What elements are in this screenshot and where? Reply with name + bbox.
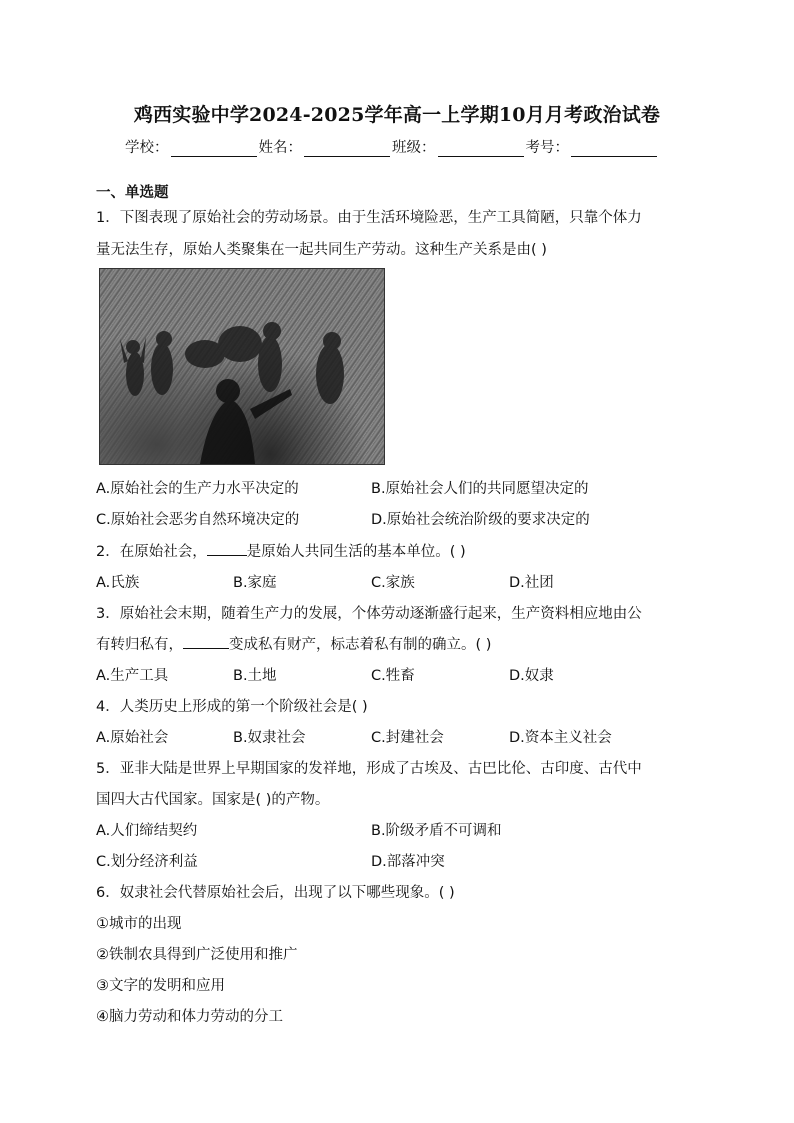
q1-option-b[interactable]: B.原始社会人们的共同愿望决定的 bbox=[371, 481, 589, 497]
exam-title: 鸡西实验中学2024-2025学年高一上学期10月月考政治试卷 bbox=[133, 104, 661, 126]
q4-option-c[interactable]: C.封建社会 bbox=[371, 730, 444, 746]
q6-item-2: ②铁制农具得到广泛使用和推广 bbox=[96, 947, 298, 963]
q4-option-b[interactable]: B.奴隶社会 bbox=[233, 730, 306, 746]
q4-option-d[interactable]: D.资本主义社会 bbox=[509, 730, 612, 746]
q6-item-3: ③文字的发明和应用 bbox=[96, 978, 225, 994]
q2-option-b[interactable]: B.家庭 bbox=[233, 575, 277, 591]
q5-option-a[interactable]: A.人们缔结契约 bbox=[96, 823, 198, 839]
q3-option-c[interactable]: C.牲畜 bbox=[371, 668, 415, 684]
q2-option-d[interactable]: D.社团 bbox=[509, 575, 554, 591]
q1-line2: 量无法生存，原始人类聚集在一起共同生产劳动。这种生产关系是由( ) bbox=[96, 242, 547, 258]
school-blank[interactable] bbox=[171, 141, 257, 157]
class-label: 班级： bbox=[392, 140, 436, 156]
q4-option-a[interactable]: A.原始社会 bbox=[96, 730, 169, 746]
q5-line1: 5．亚非大陆是世界上早期国家的发祥地，形成了古埃及、古巴比伦、古印度、古代中 bbox=[96, 761, 642, 777]
student-info-row bbox=[125, 136, 659, 157]
q2-option-a[interactable]: A.氏族 bbox=[96, 575, 140, 591]
name-label: 姓名： bbox=[258, 140, 302, 156]
q3-option-b[interactable]: B.土地 bbox=[233, 668, 277, 684]
q2-text-post: 是原始人共同生活的基本单位。( ) bbox=[246, 544, 466, 560]
q1-line1: 1．下图表现了原始社会的劳动场景。由于生活环境险恶，生产工具简陋，只靠个体力 bbox=[96, 210, 642, 226]
q2-answer-blank bbox=[207, 541, 247, 556]
q3-line2 bbox=[96, 633, 491, 654]
class-blank[interactable] bbox=[438, 141, 524, 157]
q3-option-d[interactable]: D.奴隶 bbox=[509, 668, 554, 684]
q3-line1: 3．原始社会末期，随着生产力的发展，个体劳动逐渐盛行起来，生产资料相应地由公 bbox=[96, 606, 642, 622]
q5-line2: 国四大古代国家。国家是( )的产物。 bbox=[96, 792, 330, 808]
q3-text-post: 变成私有财产，标志着私有制的确立。( ) bbox=[229, 637, 492, 653]
q2-line1 bbox=[96, 540, 466, 561]
q2-option-c[interactable]: C.家族 bbox=[371, 575, 415, 591]
q5-option-c[interactable]: C.划分经济利益 bbox=[96, 854, 198, 870]
exam-no-blank[interactable] bbox=[571, 141, 657, 157]
section-title: 一、单选题 bbox=[96, 185, 169, 201]
q2-text-pre: 2．在原始社会， bbox=[96, 544, 207, 560]
q6-item-1: ①城市的出现 bbox=[96, 916, 182, 932]
q6-line1: 6．奴隶社会代替原始社会后，出现了以下哪些现象。( ) bbox=[96, 885, 455, 901]
name-blank[interactable] bbox=[304, 141, 390, 157]
q3-answer-blank bbox=[183, 634, 229, 649]
q1-option-a[interactable]: A.原始社会的生产力水平决定的 bbox=[96, 481, 299, 497]
q3-text-pre: 有转归私有， bbox=[96, 637, 183, 653]
q1-option-d[interactable]: D.原始社会统治阶级的要求决定的 bbox=[371, 512, 590, 528]
school-label: 学校： bbox=[125, 140, 169, 156]
q6-item-4: ④脑力劳动和体力劳动的分工 bbox=[96, 1009, 283, 1025]
q4-line1: 4．人类历史上形成的第一个阶级社会是( ) bbox=[96, 699, 368, 715]
q3-option-a[interactable]: A.生产工具 bbox=[96, 668, 169, 684]
exam-no-label: 考号： bbox=[525, 140, 569, 156]
q1-option-c[interactable]: C.原始社会恶劣自然环境决定的 bbox=[96, 512, 300, 528]
q5-option-b[interactable]: B.阶级矛盾不可调和 bbox=[371, 823, 502, 839]
primitive-labor-image bbox=[99, 268, 385, 465]
primitive-labor-figures bbox=[100, 269, 384, 464]
q5-option-d[interactable]: D.部落冲突 bbox=[371, 854, 445, 870]
